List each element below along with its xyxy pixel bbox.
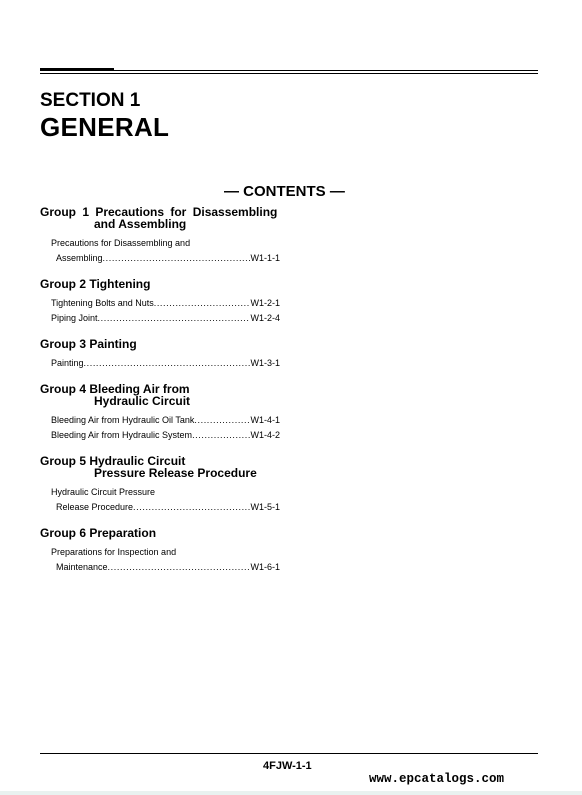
toc-entry[interactable] [40, 428, 280, 443]
entry-page: W1-2-1 [250, 298, 280, 308]
group-heading-line: Group 4 Bleeding Air from [40, 382, 190, 396]
group-heading [40, 278, 280, 290]
toc-entry[interactable] [40, 413, 280, 428]
entry-title-line: Precautions for Disassembling and [51, 238, 191, 248]
watermark-link[interactable]: www.epcatalogs.com [369, 772, 505, 786]
table-of-contents [40, 206, 280, 587]
entry-page: W1-5-1 [250, 502, 280, 512]
dot-leader [103, 251, 251, 266]
group-heading-line: Group 5 Hydraulic Circuit [40, 454, 186, 468]
group-heading [40, 455, 280, 479]
group-heading [40, 527, 280, 539]
toc-group-1 [40, 206, 280, 266]
section-title: GENERAL [40, 112, 170, 142]
group-heading-line: Group 2 Tightening [40, 277, 151, 291]
dot-leader [154, 296, 251, 311]
entry-title: Piping Joint [51, 313, 98, 323]
toc-group-4 [40, 383, 280, 443]
entry-page: W1-3-1 [250, 358, 280, 368]
entry-page: W1-4-2 [250, 430, 280, 440]
entry-page: W1-1-1 [250, 253, 280, 263]
group-heading [40, 206, 280, 230]
contents-heading: — CONTENTS — [224, 183, 345, 200]
toc-group-3 [40, 338, 280, 371]
section-label: SECTION 1 [40, 90, 141, 111]
entry-title: Tightening Bolts and Nuts [51, 298, 154, 308]
entry-title: Assembling [56, 253, 103, 263]
page-code: 4FJW-1-1 [263, 760, 312, 772]
entry-page: W1-6-1 [250, 562, 280, 572]
group-heading-line: Group 6 Preparation [40, 526, 157, 540]
entry-title-line: Hydraulic Circuit Pressure [51, 487, 156, 497]
dot-leader [192, 428, 250, 443]
group-heading [40, 383, 280, 407]
header-rule [40, 70, 538, 71]
toc-entry[interactable] [40, 545, 280, 575]
group-heading-line: Pressure Release Procedure [94, 466, 257, 480]
group-heading [40, 338, 280, 350]
entry-title: Painting [51, 358, 84, 368]
entry-title: Release Procedure [56, 502, 134, 512]
group-heading-line: Group 1 Precautions for Disassembling [40, 205, 278, 219]
header-rule-secondary [40, 73, 538, 74]
entry-page: W1-2-4 [250, 313, 280, 323]
entry-title-line: Preparations for Inspection and [51, 547, 177, 557]
entry-title: Maintenance [56, 562, 108, 572]
entry-title: Bleeding Air from Hydraulic Oil Tank [51, 415, 195, 425]
toc-entry[interactable] [40, 236, 280, 266]
group-heading-line: Hydraulic Circuit [94, 394, 191, 408]
toc-entry[interactable] [40, 311, 280, 326]
dot-leader [84, 356, 251, 371]
footer-strip [0, 791, 582, 795]
dot-leader [133, 500, 250, 515]
toc-entry[interactable] [40, 356, 280, 371]
toc-group-6 [40, 527, 280, 575]
toc-group-5 [40, 455, 280, 515]
toc-group-2 [40, 278, 280, 326]
dot-leader [98, 311, 251, 326]
group-heading-line: Group 3 Painting [40, 337, 137, 351]
toc-entry[interactable] [40, 296, 280, 311]
toc-entry[interactable] [40, 485, 280, 515]
dot-leader [194, 413, 250, 428]
entry-page: W1-4-1 [250, 415, 280, 425]
group-heading-line: and Assembling [94, 217, 187, 231]
dot-leader [108, 560, 251, 575]
footer-rule [40, 753, 538, 754]
entry-title: Bleeding Air from Hydraulic System [51, 430, 193, 440]
